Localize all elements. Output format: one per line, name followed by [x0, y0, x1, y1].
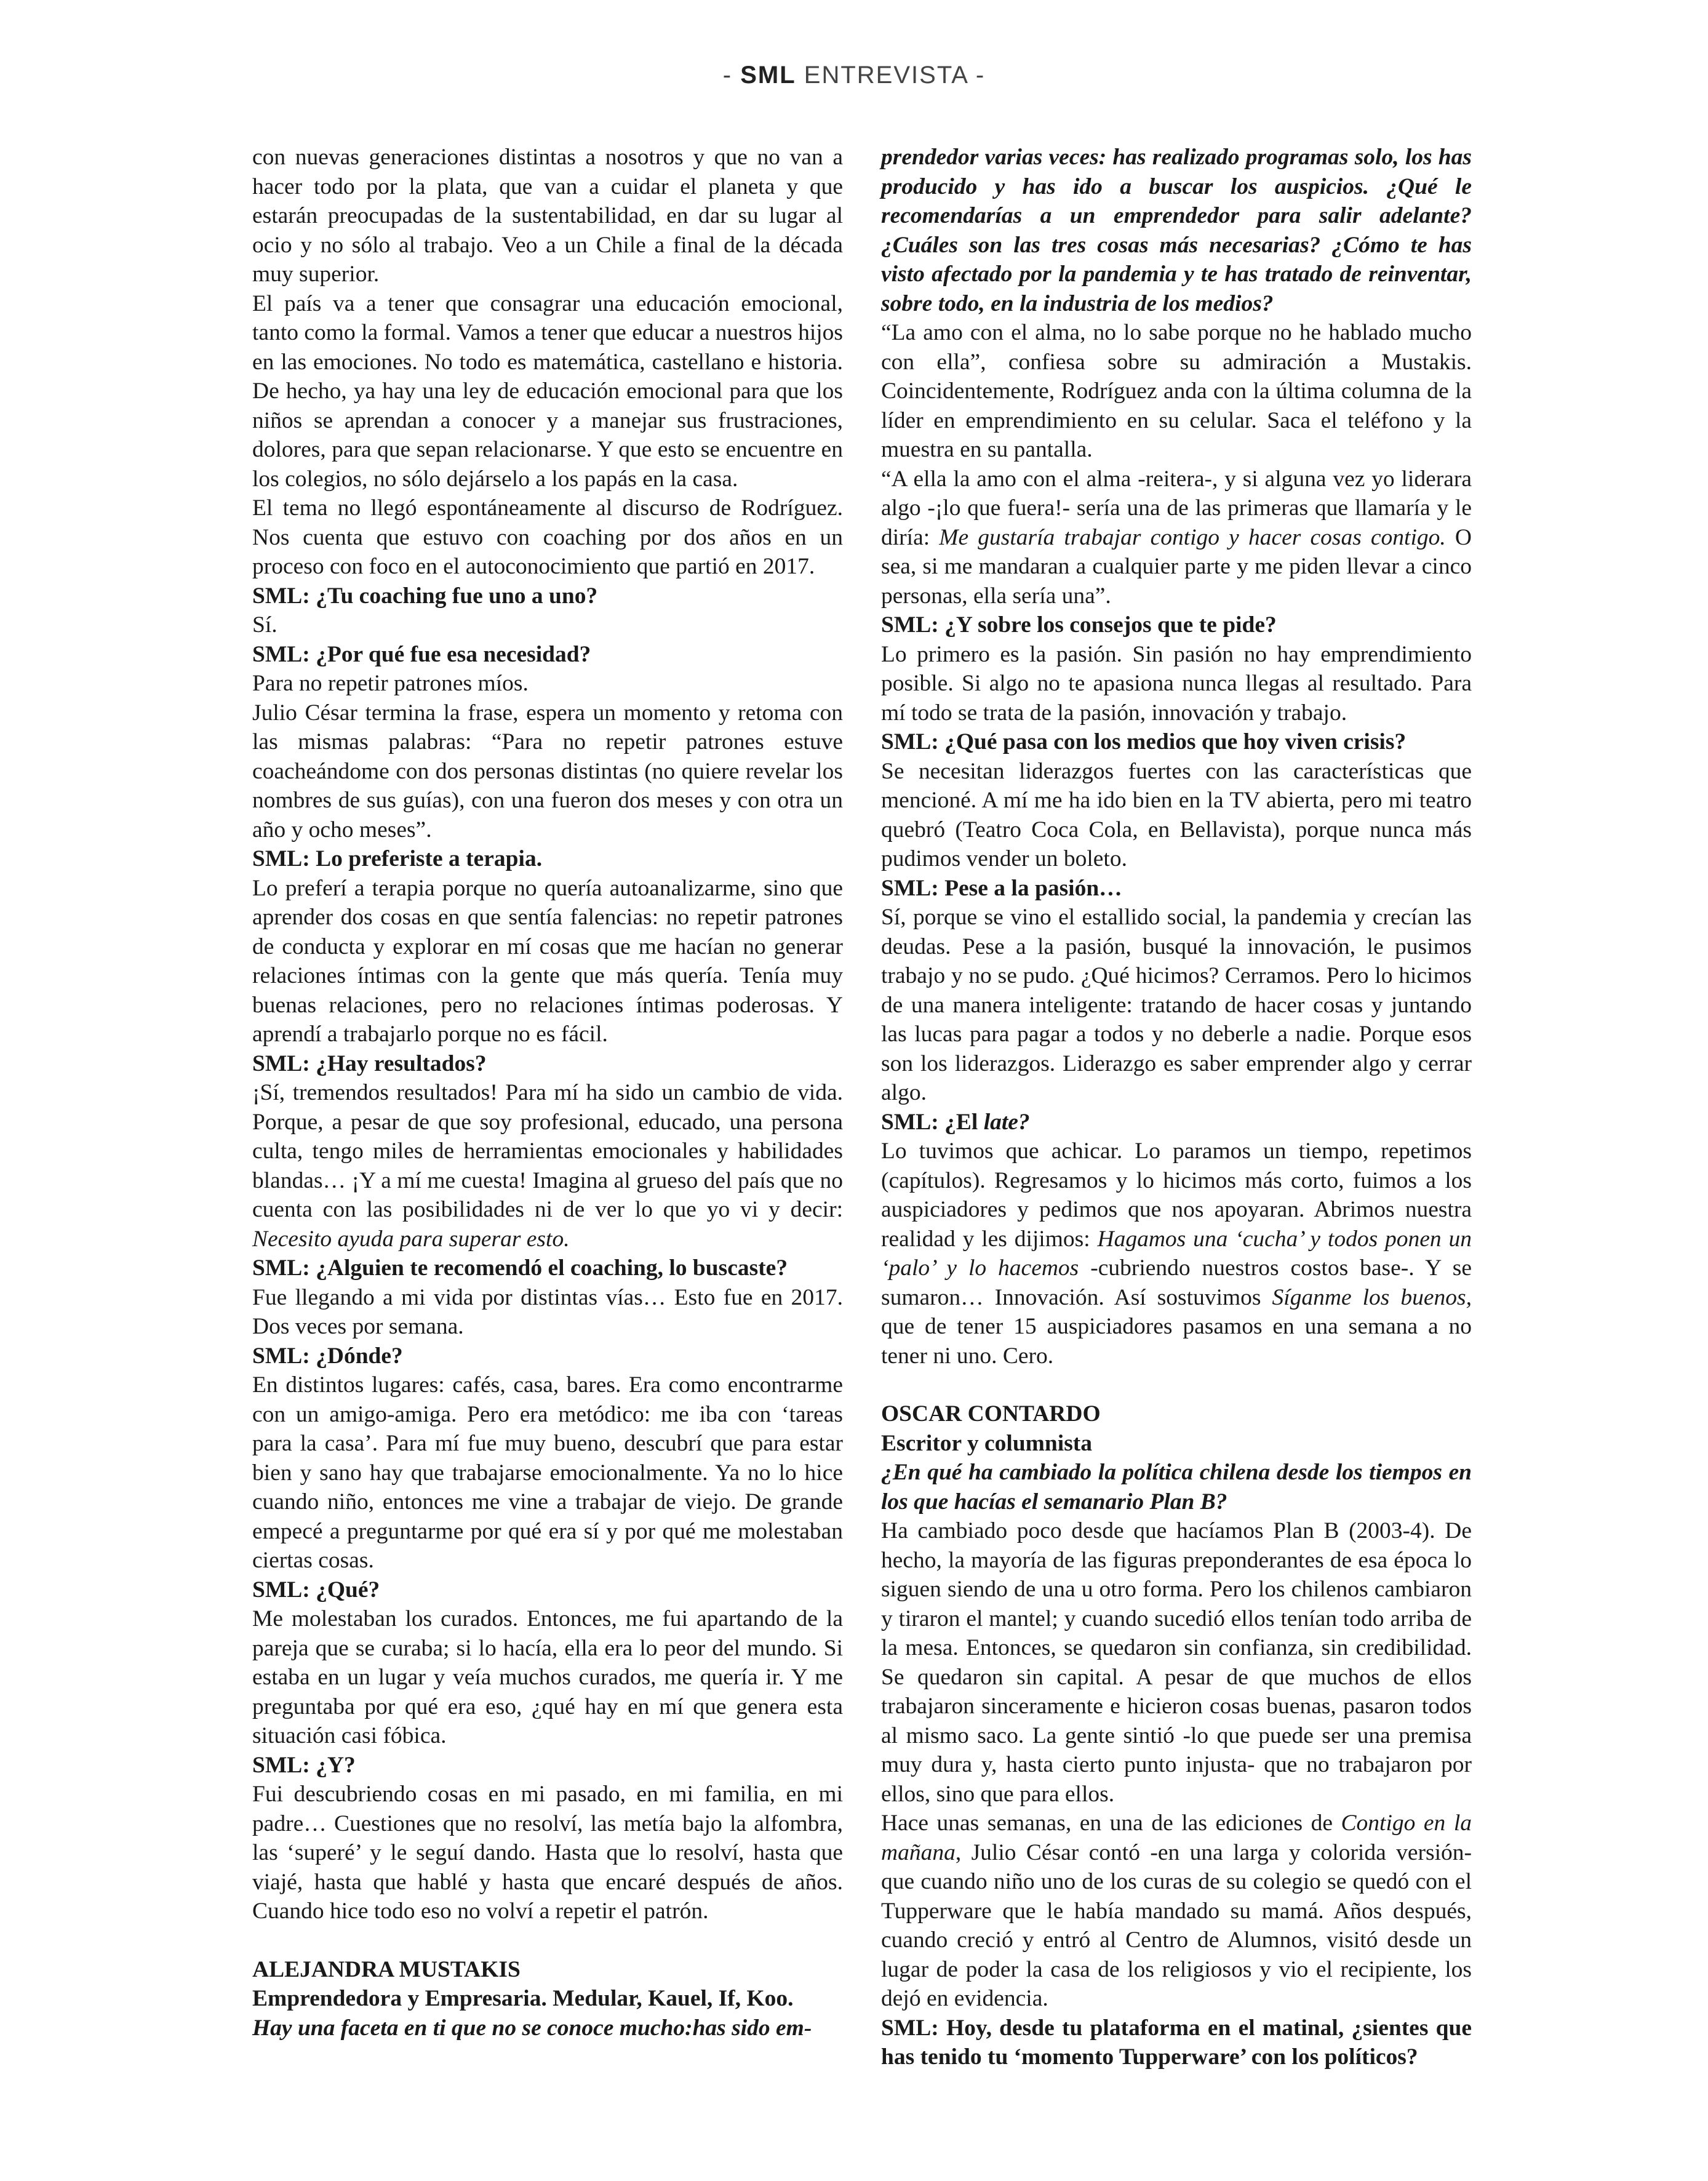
paragraph: Fue llegando a mi vida por distintas vías… Esto fue en 2017. Dos veces por semana. [252, 1284, 843, 1339]
paragraph [881, 1809, 1472, 2014]
paragraph: con nuevas generaciones distintas a nosotros y que no van a hacer todo por la plata, que van a cuidar el planeta y que estarán preocupadas de la sustentabilidad, en dar su lugar al ocio y no sólo al trabajo. Veo a un Chile a final de la década muy superior. [252, 145, 843, 287]
paragraph [881, 465, 1472, 611]
header-section: ENTREVISTA [804, 62, 968, 89]
interview-question: Hay una faceta en ti que no se conoce mucho:has sido em- [252, 2015, 812, 2041]
interview-question: SML: ¿Qué pasa con los medios que hoy viven crisis? [881, 729, 1407, 754]
paragraph: Julio César termina la frase, espera un momento y retoma con las mismas palabras: “Para no repetir patrones estuve coacheándome con dos personas distintas (no quiere revelar los nombres de sus guías), con una fueron dos meses y con otra un año y ocho meses”. [252, 700, 843, 842]
header-dash: - [967, 62, 986, 89]
paragraph: Sí, porque se vino el estallido social, la pandemia y crecían las deudas. Pese a la pasión, busqué la innovación, le pusimos trabajo y no se pudo. ¿Qué hicimos? Cerramos. Pero lo hicimos de una manera inteligente: tratando de hacer cosas y juntando las lucas para pagar a todos y no deberle a nadie. Porque esos son los liderazgos. Liderazgo es saber emprender algo y cerrar algo. [881, 905, 1472, 1105]
italic-quote: Necesito ayuda para superar esto. [252, 1226, 570, 1252]
italic-quote: Síganme los buenos, [1272, 1284, 1472, 1310]
interviewee-role: Emprendedora y Empresaria. Medular, Kauel, If, Koo. [252, 1986, 794, 2011]
question-italic: late? [983, 1109, 1030, 1135]
interview-question: SML: ¿Tu coaching fue uno a uno? [252, 583, 598, 609]
paragraph: Se necesitan liderazgos fuertes con las características que mencioné. A mí me ha ido bien en la TV abierta, pero mi teatro quebró (Teatro Coca Cola, en Bellavista), porque nunca más pudimos vender un boleto. [881, 758, 1472, 871]
interview-question [881, 1108, 1472, 1137]
interview-question: SML: Pese a la pasión… [881, 875, 1122, 901]
paragraph: Para no repetir patrones míos. [252, 671, 529, 696]
paragraph-text: Hace unas semanas, en una de las ediciones de [881, 1811, 1341, 1836]
interview-question: SML: ¿Qué? [252, 1577, 380, 1603]
article-column-right [881, 143, 1472, 2072]
paragraph: Lo primero es la pasión. Sin pasión no hay emprendimiento posible. Si algo no te apasiona nunca llegas al resultado. Para mí todo se trata de la pasión, innovación y trabajo. [881, 641, 1472, 726]
paragraph-text: “A ella la amo con el alma -reitera-, y si alguna vez yo liderara algo -¡lo que fuera!- sería una de las primeras que llamaría y le diría: [881, 466, 1472, 550]
paragraph-text: -cubriendo nuestros costos base-. Y se sumaron… Innovación. Así sostuvimos [881, 1255, 1472, 1310]
paragraph-text: O sea, si me mandaran a cualquier parte y me piden llevar a cinco personas, ella sería una”. [881, 524, 1472, 609]
paragraph: Lo preferí a terapia porque no quería autoanalizarme, sino que aprender dos cosas en que sentía falencias: no repetir patrones de conducta y explorar en mí cosas que me hacían no generar relaciones íntimas con la gente que más quería. Tenía muy buenas relaciones, pero no relaciones íntimas poderosas. Y aprendí a trabajarlo porque no es fácil. [252, 875, 843, 1047]
paragraph [252, 1078, 843, 1254]
interview-question: SML: Hoy, desde tu plataforma en el matinal, ¿sientes que has tenido tu ‘momento Tupperware’ con los políticos? [881, 2015, 1472, 2070]
paragraph: Ha cambiado poco desde que hacíamos Plan B (2003-4). De hecho, la mayoría de las figuras preponderantes de esa época lo siguen siendo de una u otro forma. Pero los chilenos cambiaron y tiraron el mantel; y cuando sucedió ellos tenían todo arriba de la mesa. Entonces, se quedaron sin confianza, sin credibilidad. Se quedaron sin capital. A pesar de que muchos de ellos trabajaron sinceramente e hicieron cosas buenas, pasaron todos al mismo saco. La gente sintió -lo que puede ser una premisa muy dura y, hasta cierto punto injusta- que no trabajaron por ellos, sino que para ellos. [881, 1518, 1472, 1807]
interviewee-name: ALEJANDRA MUSTAKIS [252, 1956, 521, 1982]
interview-question: SML: ¿Hay resultados? [252, 1050, 487, 1076]
question-text: SML: ¿El [881, 1109, 984, 1135]
paragraph: El tema no llegó espontáneamente al discurso de Rodríguez. Nos cuenta que estuvo con coaching por dos años en un proceso con foco en el autoconocimiento que partió en 2017. [252, 495, 843, 579]
paragraph-text: Lo tuvimos que achicar. Lo paramos un tiempo, repetimos (capítulos). Regresamos y lo hicimos más corto, fuimos a los auspiciadores y pedimos que nos apoyaran. Abrimos nuestra realidad y les dijimos: [881, 1139, 1472, 1252]
paragraph: Sí. [252, 612, 277, 638]
article-column-left [252, 143, 843, 2043]
italic-quote: Contigo en la mañana [881, 1811, 1472, 1865]
paragraph-text: que de tener 15 auspiciadores pasamos en una semana a no tener ni uno. Cero. [881, 1314, 1472, 1369]
interview-question: SML: ¿Por qué fue esa necesidad? [252, 641, 591, 667]
paragraph: En distintos lugares: cafés, casa, bares. Era como encontrarme con un amigo-amiga. Pero era metódico: me iba con ‘tareas para la casa’. Para mí fue muy bueno, descubrí que para estar bien y sano hay que trabajarse emocionalmente. Ya no lo hice cuando niño, entonces me vine a trabajar de viejo. De grande empecé a preguntarme por qué era sí y por qué me molestaban ciertas cosas. [252, 1372, 843, 1573]
interview-question: SML: ¿Alguien te recomendó el coaching, lo buscaste? [252, 1255, 788, 1281]
interviewee-name: OSCAR CONTARDO [881, 1401, 1101, 1427]
interview-question: ¿En qué ha cambiado la política chilena desde los tiempos en los que hacías el semanario Plan B? [881, 1460, 1472, 1515]
header-dash: - [722, 62, 741, 89]
interview-question: prendedor varias veces: has realizado programas solo, los has producido y has ido a buscar los auspicios. ¿Qué le recomendarías a un emprendedor para salir adelante? ¿Cuáles son las tres cosas más necesarias? ¿Cómo te has visto afectado por la pandemia y te has tratado de reinventar, sobre todo, en la industria de los medios? [881, 145, 1472, 316]
italic-quote: Me gustaría trabajar contigo y hacer cosas contigo. [939, 524, 1446, 550]
header-brand: SML [740, 62, 796, 89]
paragraph: “La amo con el alma, no lo sabe porque no he hablado mucho con ella”, confiesa sobre su admiración a Mustakis. Coincidentemente, Rodríguez anda con la última columna de la líder en emprendimiento en su celular. Saca el teléfono y la muestra en su pantalla. [881, 320, 1472, 462]
page-header [0, 62, 1708, 89]
paragraph: Me molestaban los curados. Entonces, me fui apartando de la pareja que se curaba; si lo hacía, ella era lo peor del mundo. Si estaba en un lugar y veía muchos curados, me quería ir. Y me preguntaba por qué era eso, ¿qué hay en mí que genera esta situación casi fóbica. [252, 1606, 843, 1748]
interview-question: SML: ¿Dónde? [252, 1343, 403, 1369]
interview-question: SML: Lo preferiste a terapia. [252, 846, 543, 871]
paragraph: El país va a tener que consagrar una educación emocional, tanto como la formal. Vamos a tener que educar a nuestros hijos en las emociones. No todo es matemática, castellano e historia. De hecho, ya hay una ley de educación emocional para que los niños se aprendan a conocer y a manejar sus frustraciones, dolores, para que sepan relacionarse. Y que esto se encuentre en los colegios, no sólo dejárselo a los papás en la casa. [252, 290, 843, 492]
paragraph-text: ¡Sí, tremendos resultados! Para mí ha sido un cambio de vida. Porque, a pesar de que soy profesional, educado, una persona culta, tengo miles de herramientas emocionales y habilidades blandas… ¡Y a mí me cuesta! Imagina al grueso del país que no cuenta con las posibilidades ni de ver lo que yo vi y decir: [252, 1080, 843, 1222]
paragraph: Fui descubriendo cosas en mi pasado, en mi familia, en mi padre… Cuestiones que no resolví, las metía bajo la alfombra, las ‘superé’ y le seguí dando. Hasta que lo resolví, hasta que viajé, hasta que hablé y hasta que encaré después de años. Cuando hice todo eso no volví a repetir el patrón. [252, 1782, 843, 1924]
paragraph [881, 1137, 1472, 1371]
paragraph-text: , Julio César contó -en una larga y colorida versión- que cuando niño uno de los curas de su colegio se quedó con el Tupperware que le había mandado su mamá. Años después, cuando creció y entró al Centro de Alumnos, visitó desde un lugar de poder la casa de los religiosos y vio el recipiente, los dejó en evidencia. [881, 1839, 1472, 2011]
interview-question: SML: ¿Y? [252, 1752, 356, 1778]
interviewee-role: Escritor y columnista [881, 1430, 1093, 1456]
interview-question: SML: ¿Y sobre los consejos que te pide? [881, 612, 1277, 638]
italic-quote: Hagamos una ‘cucha’ y todos ponen un ‘palo’ y lo hacemos [881, 1226, 1472, 1281]
